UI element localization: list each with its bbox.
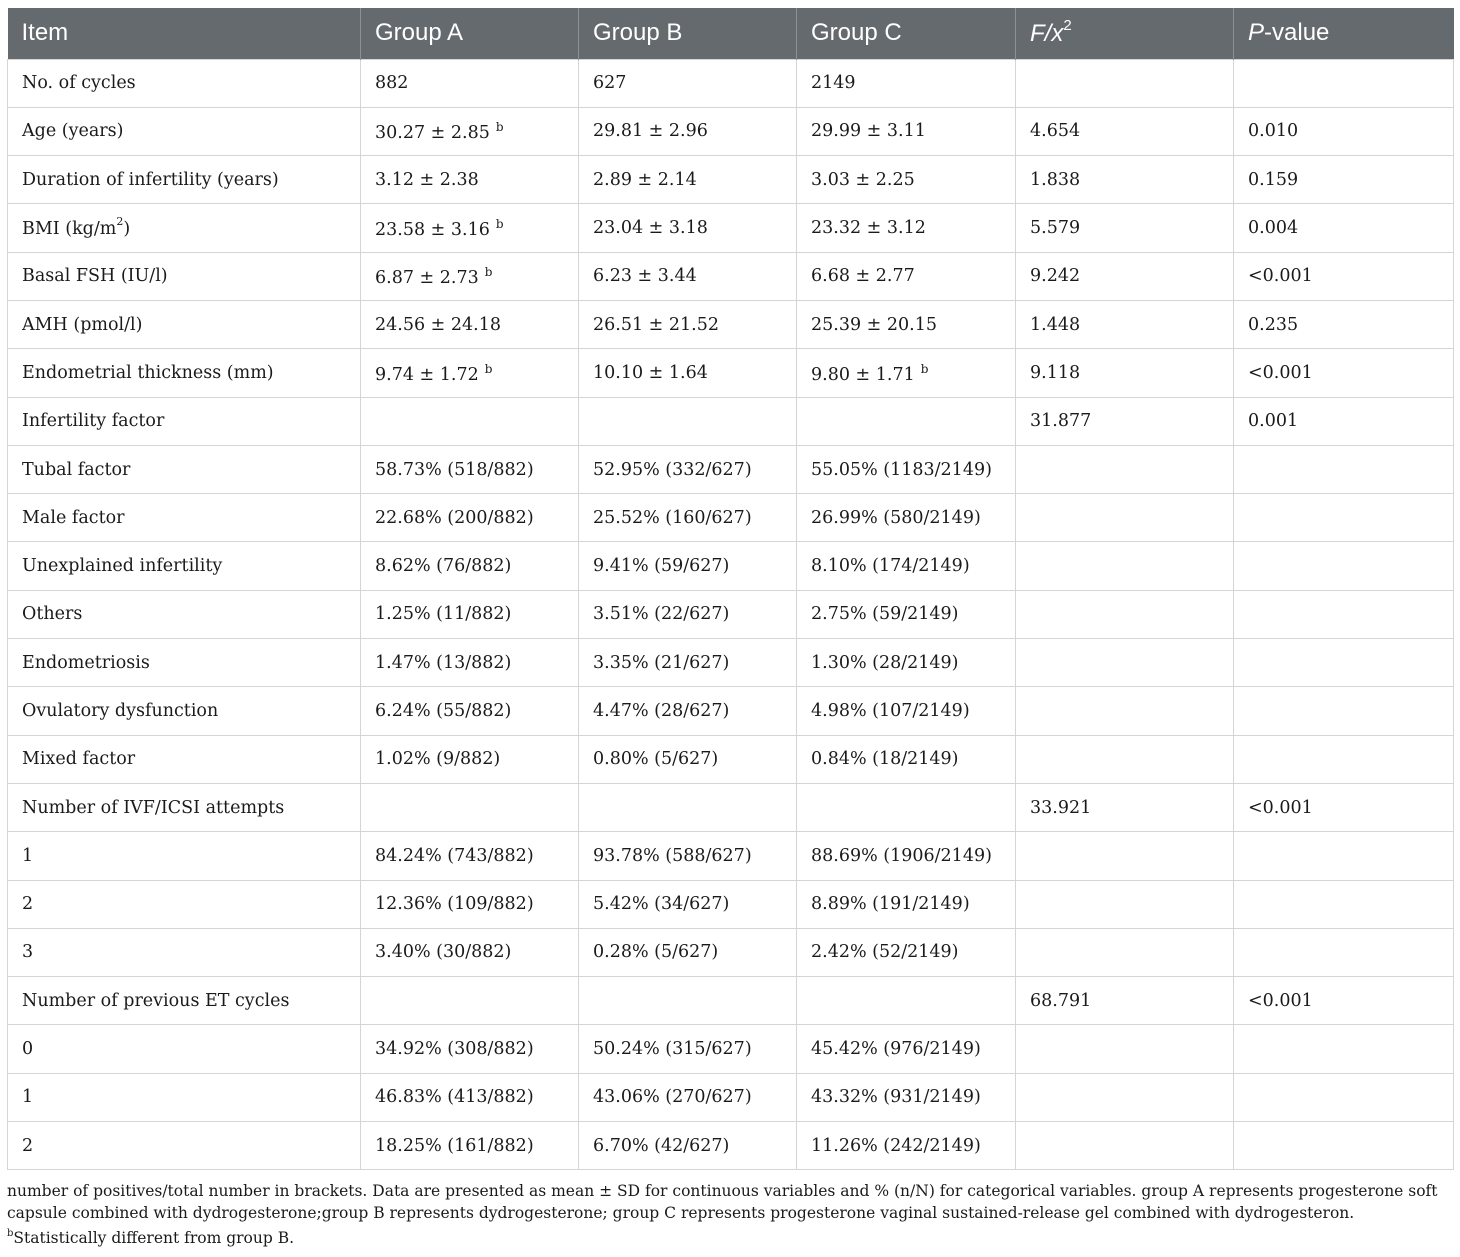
cell-group-c-value: 6.68 ± 2.77 — [811, 266, 915, 287]
cell-p-value — [1234, 928, 1454, 976]
table-row — [8, 445, 1454, 493]
table-row — [8, 156, 1454, 204]
header-group-a: Group A — [361, 8, 579, 59]
cell-group-b — [579, 397, 797, 445]
cell-item: AMH (pmol/l) — [8, 300, 361, 348]
cell-p-value — [1234, 1025, 1454, 1073]
cell-item: Mixed factor — [8, 735, 361, 783]
cell-group-b-value: 6.70% (42/627) — [593, 1135, 730, 1156]
cell-group-b — [579, 1122, 797, 1170]
cell-p-value — [1234, 445, 1454, 493]
cell-item: Number of previous ET cycles — [8, 977, 361, 1025]
cell-group-c-value: 4.98% (107/2149) — [811, 701, 970, 721]
cell-group-c — [797, 445, 1016, 493]
table-row — [8, 590, 1454, 638]
cell-group-b — [579, 59, 797, 107]
header-p-value — [1234, 8, 1454, 59]
header-row — [8, 8, 1454, 59]
cell-item: Male factor — [8, 494, 361, 542]
table-footnote — [7, 1180, 1453, 1249]
header-f-statistic — [1016, 8, 1234, 59]
cell-group-c — [797, 204, 1016, 252]
cell-item — [8, 204, 361, 252]
cell-group-b — [579, 1073, 797, 1121]
header-group-c: Group C — [797, 8, 1016, 59]
cell-p-value: <0.001 — [1234, 783, 1454, 831]
significance-mark: b — [484, 264, 493, 279]
table-row — [8, 880, 1454, 928]
cell-group-a — [361, 1122, 579, 1170]
table-row — [8, 204, 1454, 252]
header-item: Item — [8, 8, 361, 59]
cell-group-c-value: 23.32 ± 3.12 — [811, 218, 926, 239]
cell-group-b — [579, 204, 797, 252]
cell-group-b — [579, 349, 797, 397]
cell-group-c — [797, 1025, 1016, 1073]
header-p-rest: -value — [1264, 19, 1330, 47]
cell-f-statistic — [1016, 687, 1234, 735]
cell-group-a-value: 58.73% (518/882) — [375, 459, 534, 480]
cell-group-a — [361, 735, 579, 783]
cell-group-c — [797, 928, 1016, 976]
cell-group-b — [579, 832, 797, 880]
cell-group-c — [797, 542, 1016, 590]
cell-group-b-value: 4.47% (28/627) — [593, 701, 730, 721]
cell-group-a-value: 6.24% (55/882) — [375, 701, 512, 721]
cell-group-c-value: 11.26% (242/2149) — [811, 1135, 981, 1156]
cell-group-a-value: 22.68% (200/882) — [375, 507, 534, 528]
table-row — [8, 1073, 1454, 1121]
cell-item: Endometrial thickness (mm) — [8, 349, 361, 397]
header-group-b: Group B — [579, 8, 797, 59]
cell-group-c — [797, 687, 1016, 735]
cell-group-b-value: 29.81 ± 2.96 — [593, 121, 708, 142]
table-row — [8, 1122, 1454, 1170]
cell-group-a — [361, 252, 579, 300]
cell-item: Basal FSH (IU/l) — [8, 252, 361, 300]
cell-group-b-value: 52.95% (332/627) — [593, 459, 752, 480]
cell-p-value — [1234, 59, 1454, 107]
table-row — [8, 494, 1454, 542]
cell-group-b — [579, 107, 797, 155]
cell-group-b — [579, 977, 797, 1025]
cell-p-value: <0.001 — [1234, 252, 1454, 300]
cell-group-a — [361, 300, 579, 348]
cell-item-text-end: ) — [123, 218, 131, 239]
cell-group-c — [797, 1122, 1016, 1170]
cell-group-a — [361, 687, 579, 735]
cell-group-b — [579, 687, 797, 735]
cell-f-statistic — [1016, 880, 1234, 928]
cell-item: Age (years) — [8, 107, 361, 155]
cell-group-c-value: 43.32% (931/2149) — [811, 1087, 981, 1108]
cell-group-a — [361, 880, 579, 928]
cell-group-c-value: 45.42% (976/2149) — [811, 1039, 981, 1060]
footnote-b-text: Statistically different from group B. — [13, 1229, 295, 1248]
cell-f-statistic — [1016, 928, 1234, 976]
cell-f-statistic — [1016, 1122, 1234, 1170]
cell-f-statistic — [1016, 542, 1234, 590]
cell-item: 1 — [8, 832, 361, 880]
table-row — [8, 1025, 1454, 1073]
cell-p-value: 0.010 — [1234, 107, 1454, 155]
cell-p-value — [1234, 590, 1454, 638]
cell-p-value: 0.001 — [1234, 397, 1454, 445]
header-f-main: F/x — [1030, 19, 1064, 47]
cell-p-value — [1234, 542, 1454, 590]
cell-group-b — [579, 156, 797, 204]
cell-group-b-value: 10.10 ± 1.64 — [593, 362, 708, 383]
cell-group-b — [579, 735, 797, 783]
cell-group-c-value: 29.99 ± 3.11 — [811, 121, 926, 142]
cell-p-value: 0.159 — [1234, 156, 1454, 204]
cell-group-c-value: 2149 — [811, 73, 856, 94]
cell-p-value — [1234, 1122, 1454, 1170]
cell-item-text: BMI (kg/m — [22, 218, 117, 239]
cell-group-c — [797, 349, 1016, 397]
cell-f-statistic — [1016, 1073, 1234, 1121]
cell-group-a-value: 1.47% (13/882) — [375, 652, 512, 673]
cell-item: Duration of infertility (years) — [8, 156, 361, 204]
cell-group-a-value: 46.83% (413/882) — [375, 1087, 534, 1108]
cell-group-b-value: 5.42% (34/627) — [593, 894, 730, 915]
cell-item: Endometriosis — [8, 639, 361, 687]
cell-group-b-value: 25.52% (160/627) — [593, 507, 752, 528]
cell-group-c-value: 88.69% (1906/2149) — [811, 845, 992, 866]
cell-group-b-value: 3.51% (22/627) — [593, 604, 730, 625]
cell-group-b — [579, 590, 797, 638]
cell-f-statistic: 1.838 — [1016, 156, 1234, 204]
cell-item: 2 — [8, 880, 361, 928]
table-header — [8, 8, 1454, 59]
cell-item: Tubal factor — [8, 445, 361, 493]
table-body — [8, 59, 1454, 1170]
cell-group-c-value: 55.05% (1183/2149) — [811, 459, 992, 480]
cell-f-statistic — [1016, 832, 1234, 880]
cell-group-c-value: 8.10% (174/2149) — [811, 556, 970, 577]
cell-f-statistic — [1016, 735, 1234, 783]
header-f-sup: 2 — [1063, 16, 1072, 34]
cell-p-value — [1234, 832, 1454, 880]
footnote-b — [7, 1224, 1453, 1249]
significance-mark: b — [920, 361, 929, 376]
cell-group-b-value: 627 — [593, 73, 627, 94]
cell-f-statistic: 1.448 — [1016, 300, 1234, 348]
cell-item: Number of IVF/ICSI attempts — [8, 783, 361, 831]
cell-group-c — [797, 735, 1016, 783]
cell-group-c-value: 2.75% (59/2149) — [811, 604, 959, 625]
cell-p-value — [1234, 494, 1454, 542]
cell-group-c — [797, 397, 1016, 445]
cell-group-a-value: 6.87 ± 2.73 — [375, 267, 479, 288]
cell-item: Ovulatory dysfunction — [8, 687, 361, 735]
cell-item: 0 — [8, 1025, 361, 1073]
cell-f-statistic: 4.654 — [1016, 107, 1234, 155]
cell-group-a-value: 1.25% (11/882) — [375, 604, 512, 625]
cell-group-a — [361, 156, 579, 204]
cell-group-a — [361, 832, 579, 880]
cell-p-value — [1234, 687, 1454, 735]
cell-group-b-value: 3.35% (21/627) — [593, 652, 730, 673]
table-row — [8, 300, 1454, 348]
cell-group-a-value: 9.74 ± 1.72 — [375, 364, 479, 385]
cell-group-a — [361, 204, 579, 252]
cell-group-a-value: 1.02% (9/882) — [375, 749, 501, 770]
cell-item: No. of cycles — [8, 59, 361, 107]
cell-group-a-value: 3.40% (30/882) — [375, 942, 512, 963]
cell-item: 1 — [8, 1073, 361, 1121]
cell-group-b-value: 50.24% (315/627) — [593, 1039, 752, 1060]
cell-group-a — [361, 928, 579, 976]
table-row — [8, 59, 1454, 107]
cell-f-statistic — [1016, 59, 1234, 107]
cell-group-a — [361, 542, 579, 590]
cell-group-c — [797, 639, 1016, 687]
cell-group-c — [797, 300, 1016, 348]
cell-item: 2 — [8, 1122, 361, 1170]
cell-f-statistic — [1016, 1025, 1234, 1073]
cell-group-c — [797, 59, 1016, 107]
cell-group-a — [361, 445, 579, 493]
table-row — [8, 639, 1454, 687]
cell-group-c-value: 9.80 ± 1.71 — [811, 364, 915, 385]
cell-group-c — [797, 1073, 1016, 1121]
cell-group-b — [579, 880, 797, 928]
cell-p-value — [1234, 1073, 1454, 1121]
cell-group-c — [797, 880, 1016, 928]
table-row — [8, 977, 1454, 1025]
table-row — [8, 783, 1454, 831]
cell-item: 3 — [8, 928, 361, 976]
cell-f-statistic: 9.118 — [1016, 349, 1234, 397]
cell-group-c-value: 1.30% (28/2149) — [811, 652, 959, 673]
cell-group-c-value: 25.39 ± 20.15 — [811, 314, 937, 335]
cell-group-a-value: 882 — [375, 73, 409, 94]
cell-group-a — [361, 494, 579, 542]
cell-p-value — [1234, 880, 1454, 928]
cell-group-c-value: 8.89% (191/2149) — [811, 894, 970, 915]
cell-item-superscript: 2 — [116, 215, 124, 229]
cell-group-a — [361, 639, 579, 687]
cell-group-a-value: 30.27 ± 2.85 — [375, 122, 490, 143]
cell-group-a — [361, 349, 579, 397]
cell-group-a — [361, 107, 579, 155]
cell-group-c — [797, 494, 1016, 542]
table-row — [8, 832, 1454, 880]
table-row — [8, 397, 1454, 445]
header-p-italic: P — [1248, 19, 1265, 47]
cell-group-a-value: 24.56 ± 24.18 — [375, 314, 501, 335]
cell-group-a-value: 23.58 ± 3.16 — [375, 219, 490, 240]
cell-group-b-value: 6.23 ± 3.44 — [593, 266, 697, 287]
cell-group-c-value: 26.99% (580/2149) — [811, 507, 981, 528]
cell-group-b — [579, 639, 797, 687]
table-row — [8, 349, 1454, 397]
footnote-b-mark: b — [7, 1228, 14, 1239]
table-row — [8, 735, 1454, 783]
cell-f-statistic: 9.242 — [1016, 252, 1234, 300]
table-row — [8, 107, 1454, 155]
cell-p-value — [1234, 735, 1454, 783]
footnote-text: number of positives/total number in brackets. Data are presented as mean ± SD for continuous variables and % (n/N) for categorical variables. group A represents progesterone soft capsule combined with dydrogesterone;group B represents dydrogesterone; group C represents progesterone vaginal sustained-release gel combined with dydrogesteron. — [7, 1182, 1438, 1222]
cell-p-value: <0.001 — [1234, 977, 1454, 1025]
cell-group-a — [361, 1025, 579, 1073]
cell-f-statistic: 5.579 — [1016, 204, 1234, 252]
data-table — [7, 8, 1454, 1170]
cell-group-c — [797, 783, 1016, 831]
cell-group-a — [361, 59, 579, 107]
cell-f-statistic: 68.791 — [1016, 977, 1234, 1025]
cell-item: Infertility factor — [8, 397, 361, 445]
significance-mark: b — [495, 216, 504, 231]
table-row — [8, 542, 1454, 590]
cell-group-b-value: 43.06% (270/627) — [593, 1087, 752, 1108]
table-row — [8, 252, 1454, 300]
cell-group-b-value: 9.41% (59/627) — [593, 556, 730, 577]
cell-group-a-value: 12.36% (109/882) — [375, 894, 534, 915]
cell-group-b-value: 0.80% (5/627) — [593, 749, 719, 770]
cell-group-a — [361, 397, 579, 445]
cell-item: Others — [8, 590, 361, 638]
cell-group-c-value: 0.84% (18/2149) — [811, 749, 959, 770]
cell-group-a — [361, 1073, 579, 1121]
cell-group-b — [579, 1025, 797, 1073]
cell-f-statistic — [1016, 590, 1234, 638]
cell-group-a — [361, 783, 579, 831]
cell-group-b — [579, 542, 797, 590]
cell-item: Unexplained infertility — [8, 542, 361, 590]
significance-mark: b — [495, 120, 504, 135]
cell-group-b-value: 26.51 ± 21.52 — [593, 314, 719, 335]
significance-mark: b — [484, 361, 493, 376]
cell-group-c — [797, 832, 1016, 880]
cell-group-b — [579, 445, 797, 493]
cell-group-c — [797, 252, 1016, 300]
cell-group-b-value: 23.04 ± 3.18 — [593, 218, 708, 239]
table-row — [8, 687, 1454, 735]
cell-p-value: 0.235 — [1234, 300, 1454, 348]
cell-group-a-value: 18.25% (161/882) — [375, 1135, 534, 1156]
cell-group-b-value: 93.78% (588/627) — [593, 845, 752, 866]
cell-group-b-value: 2.89 ± 2.14 — [593, 169, 697, 190]
cell-f-statistic: 33.921 — [1016, 783, 1234, 831]
cell-f-statistic — [1016, 494, 1234, 542]
cell-group-b — [579, 928, 797, 976]
cell-group-a-value: 84.24% (743/882) — [375, 845, 534, 866]
cell-f-statistic: 31.877 — [1016, 397, 1234, 445]
cell-f-statistic — [1016, 445, 1234, 493]
cell-group-a — [361, 590, 579, 638]
cell-group-c-value: 3.03 ± 2.25 — [811, 169, 915, 190]
cell-group-a-value: 34.92% (308/882) — [375, 1039, 534, 1060]
cell-group-a-value: 3.12 ± 2.38 — [375, 169, 479, 190]
cell-group-c-value: 2.42% (52/2149) — [811, 942, 959, 963]
cell-group-b — [579, 252, 797, 300]
cell-group-c — [797, 590, 1016, 638]
table-row — [8, 928, 1454, 976]
cell-group-c — [797, 107, 1016, 155]
cell-p-value: 0.004 — [1234, 204, 1454, 252]
cell-group-c — [797, 156, 1016, 204]
cell-p-value: <0.001 — [1234, 349, 1454, 397]
cell-f-statistic — [1016, 639, 1234, 687]
cell-group-b-value: 0.28% (5/627) — [593, 942, 719, 963]
cell-group-c — [797, 977, 1016, 1025]
cell-p-value — [1234, 639, 1454, 687]
cell-group-a-value: 8.62% (76/882) — [375, 556, 512, 577]
cell-group-b — [579, 494, 797, 542]
cell-group-a — [361, 977, 579, 1025]
cell-group-b — [579, 300, 797, 348]
cell-group-b — [579, 783, 797, 831]
